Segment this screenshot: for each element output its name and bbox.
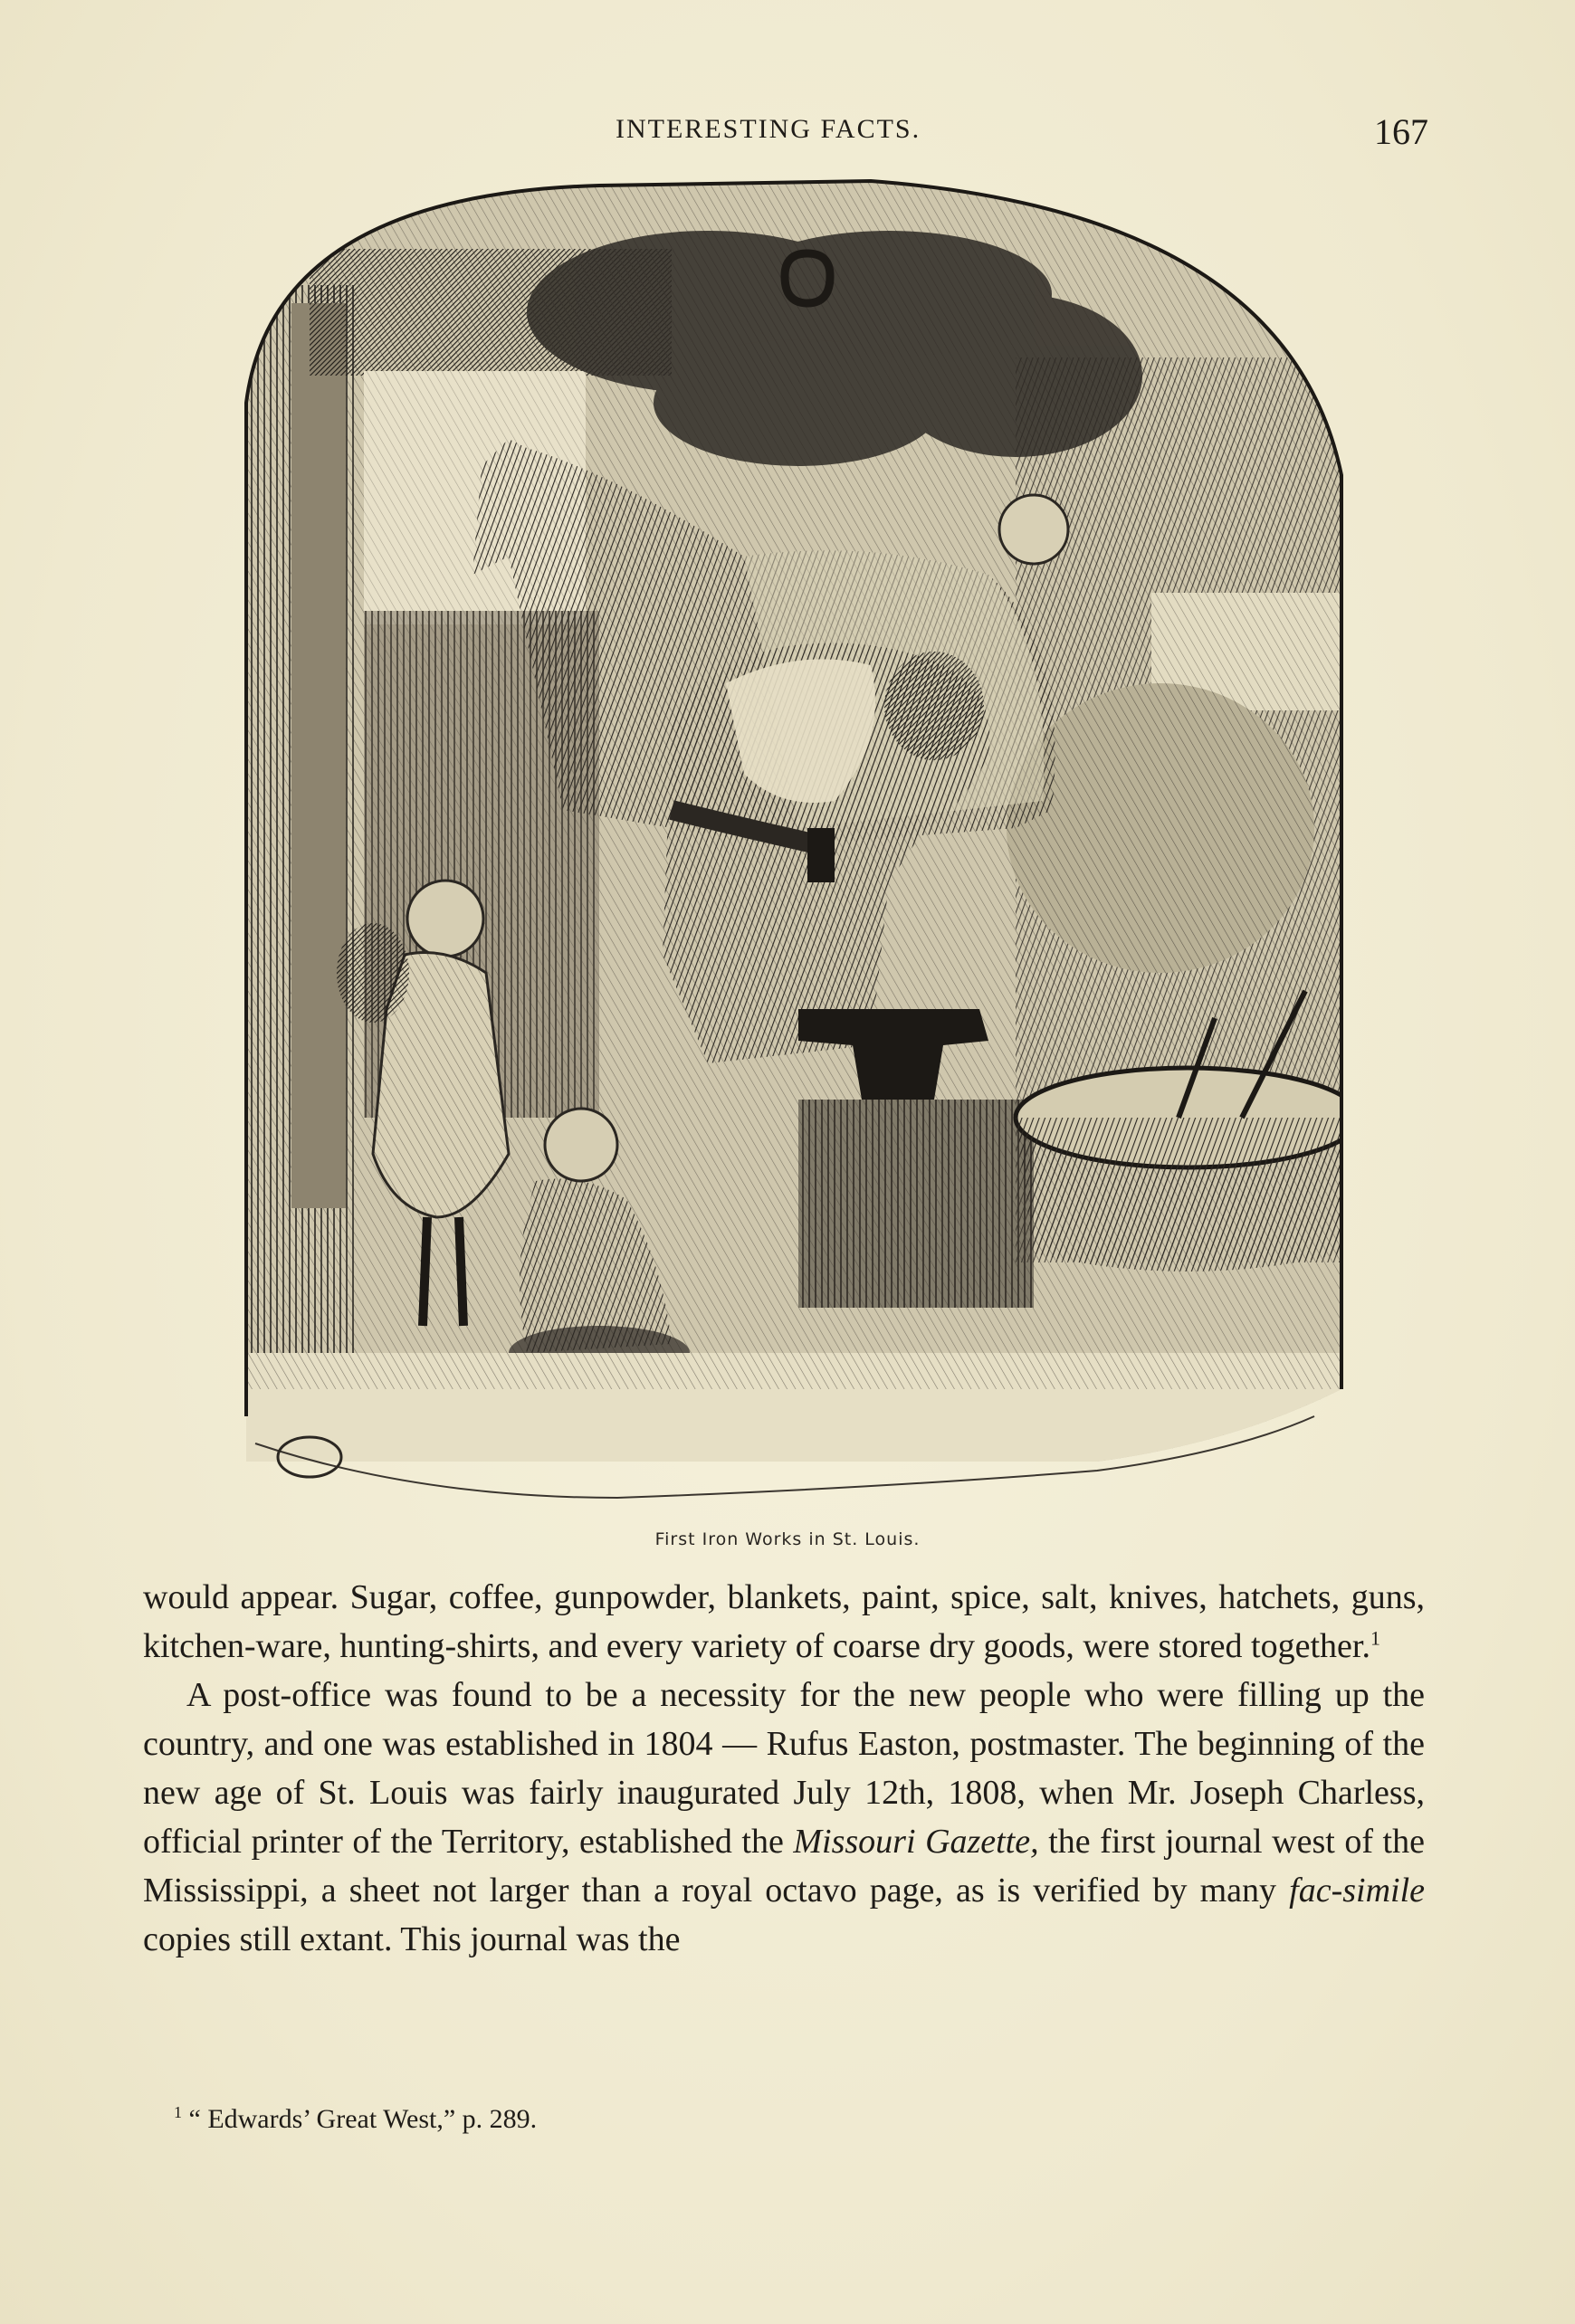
engraving-drawing (237, 176, 1351, 1525)
footnote-marker: 1 (174, 2103, 182, 2121)
page-number: 167 (1374, 111, 1428, 152)
body-text (143, 1573, 1425, 1964)
running-head-title: INTERESTING FACTS. (616, 114, 921, 144)
running-head (0, 110, 1575, 156)
paragraph-2 (143, 1671, 1425, 1964)
footnote (174, 2104, 537, 2135)
paragraph-2-text-a: A post-office was found to be a necessity for the new people who were filling up the country, and one was established in 1804 — Rufus Easton, postmaster. The beginning of the new age of St. Louis was fairly inaugurated July 12th, 1808, when Mr. Joseph Charless, official printer of the Territory, established the (143, 1676, 1425, 1861)
paragraph-1-text: would appear. Sugar, coffee, gunpowder, blankets, paint, spice, salt, knives, hatchets, guns, kitchen-ware, hunting-shirts, and every variety of coarse dry goods, were stored together. (143, 1578, 1425, 1665)
footnote-text: “ Edwards’ Great West,” p. 289. (188, 2104, 538, 2134)
paragraph-2-text-b: the first journal west of the Mississippi, a sheet not larger than a royal octavo page, as is verified by many (143, 1823, 1425, 1910)
engraving-illustration (237, 176, 1351, 1525)
paragraph-2-text-c: copies still extant. This journal was the (143, 1920, 681, 1958)
footnote-ref: 1 (1370, 1626, 1380, 1650)
figure-caption: First Iron Works in St. Louis. (654, 1529, 921, 1549)
paragraph-1 (143, 1573, 1425, 1671)
fac-simile-term: fac-simile (1289, 1872, 1425, 1910)
newspaper-title: Missouri Gazette, (793, 1823, 1039, 1861)
